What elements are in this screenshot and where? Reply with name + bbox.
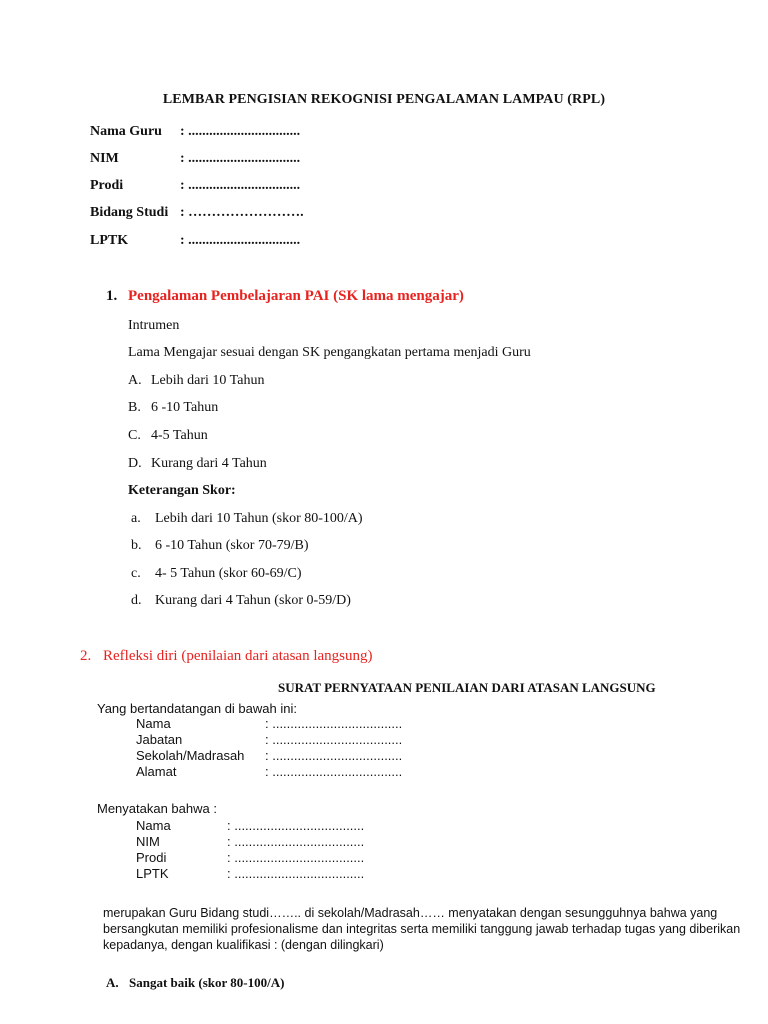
signer-label-nama: Nama xyxy=(136,716,171,731)
score-text-d: Kurang dari 4 Tahun (skor 0-59/D) xyxy=(155,593,351,608)
qualification-letter: A. xyxy=(106,975,119,990)
signer-label-sekolah: Sekolah/Madrasah xyxy=(136,748,245,763)
signer-label-alamat: Alamat xyxy=(136,764,177,779)
score-letter-d: d. xyxy=(131,593,142,608)
document-title: LEMBAR PENGISIAN REKOGNISI PENGALAMAN LAMPAU (RPL) xyxy=(162,92,606,107)
signer-value-alamat: : .................................... xyxy=(265,764,403,779)
field-label-bidang-studi: Bidang Studi xyxy=(90,205,169,220)
section-1-number: 1. xyxy=(106,288,118,304)
section-2-number: 2. xyxy=(80,648,92,664)
score-heading: Keterangan Skor: xyxy=(128,483,236,498)
statement-letter-title: SURAT PERNYATAAN PENILAIAN DARI ATASAN LANGSUNG xyxy=(278,680,656,695)
option-text-d: Kurang dari 4 Tahun xyxy=(151,456,267,471)
signer-value-nama: : .................................... xyxy=(265,716,403,731)
option-letter-c: C. xyxy=(128,428,141,443)
subject-label-nama: Nama xyxy=(136,818,171,833)
subject-label-lptk: LPTK xyxy=(136,866,169,881)
subject-value-prodi: : .................................... xyxy=(227,850,365,865)
subject-label-nim: NIM xyxy=(136,834,160,849)
score-text-a: Lebih dari 10 Tahun (skor 80-100/A) xyxy=(155,511,363,526)
signer-intro: Yang bertandatangan di bawah ini: xyxy=(97,701,297,716)
field-value-lptk: : ................................ xyxy=(180,233,301,248)
instrument-label: Intrumen xyxy=(128,318,180,333)
states-intro: Menyatakan bahwa : xyxy=(97,801,217,816)
score-text-c: 4- 5 Tahun (skor 60-69/C) xyxy=(155,566,302,581)
subject-value-nama: : .................................... xyxy=(227,818,365,833)
statement-paragraph-line-1: merupakan Guru Bidang studi…….. di sekolah/Madrasah…… menyatakan dengan sesungguhnya bahwa yang xyxy=(103,906,718,920)
field-value-bidang-studi: : ……………………. xyxy=(180,205,304,220)
score-letter-b: b. xyxy=(131,538,142,553)
qualification-text: Sangat baik (skor 80-100/A) xyxy=(129,975,285,990)
score-letter-a: a. xyxy=(131,511,141,526)
field-value-nim: : ................................ xyxy=(180,151,301,166)
option-letter-b: B. xyxy=(128,400,141,415)
option-letter-a: A. xyxy=(128,373,142,388)
statement-paragraph-line-2: bersangkutan memiliki profesionalisme dan integritas serta memiliki tanggung jawab terhadap tugas yang diberikan xyxy=(103,922,741,936)
statement-paragraph-line-3: kepadanya, dengan kualifikasi : (dengan dilingkari) xyxy=(103,938,384,952)
instrument-question: Lama Mengajar sesuai dengan SK pengangkatan pertama menjadi Guru xyxy=(128,345,531,360)
field-label-lptk: LPTK xyxy=(90,233,129,248)
option-text-b: 6 -10 Tahun xyxy=(151,400,219,415)
option-text-a: Lebih dari 10 Tahun xyxy=(151,373,265,388)
field-value-prodi: : ................................ xyxy=(180,178,301,193)
score-letter-c: c. xyxy=(131,566,141,581)
option-letter-d: D. xyxy=(128,456,142,471)
signer-value-sekolah: : .................................... xyxy=(265,748,403,763)
section-2-heading: Refleksi diri (penilaian dari atasan langsung) xyxy=(103,648,373,664)
section-1-heading: Pengalaman Pembelajaran PAI (SK lama mengajar) xyxy=(128,288,464,304)
field-label-nim: NIM xyxy=(90,151,119,166)
signer-label-jabatan: Jabatan xyxy=(136,732,183,747)
field-label-prodi: Prodi xyxy=(90,178,124,193)
signer-value-jabatan: : .................................... xyxy=(265,732,403,747)
field-value-nama-guru: : ................................ xyxy=(180,124,301,139)
field-label-nama-guru: Nama Guru xyxy=(90,124,162,139)
subject-value-nim: : .................................... xyxy=(227,834,365,849)
score-text-b: 6 -10 Tahun (skor 70-79/B) xyxy=(155,538,309,553)
subject-label-prodi: Prodi xyxy=(136,850,167,865)
option-text-c: 4-5 Tahun xyxy=(151,428,208,443)
subject-value-lptk: : .................................... xyxy=(227,866,365,881)
